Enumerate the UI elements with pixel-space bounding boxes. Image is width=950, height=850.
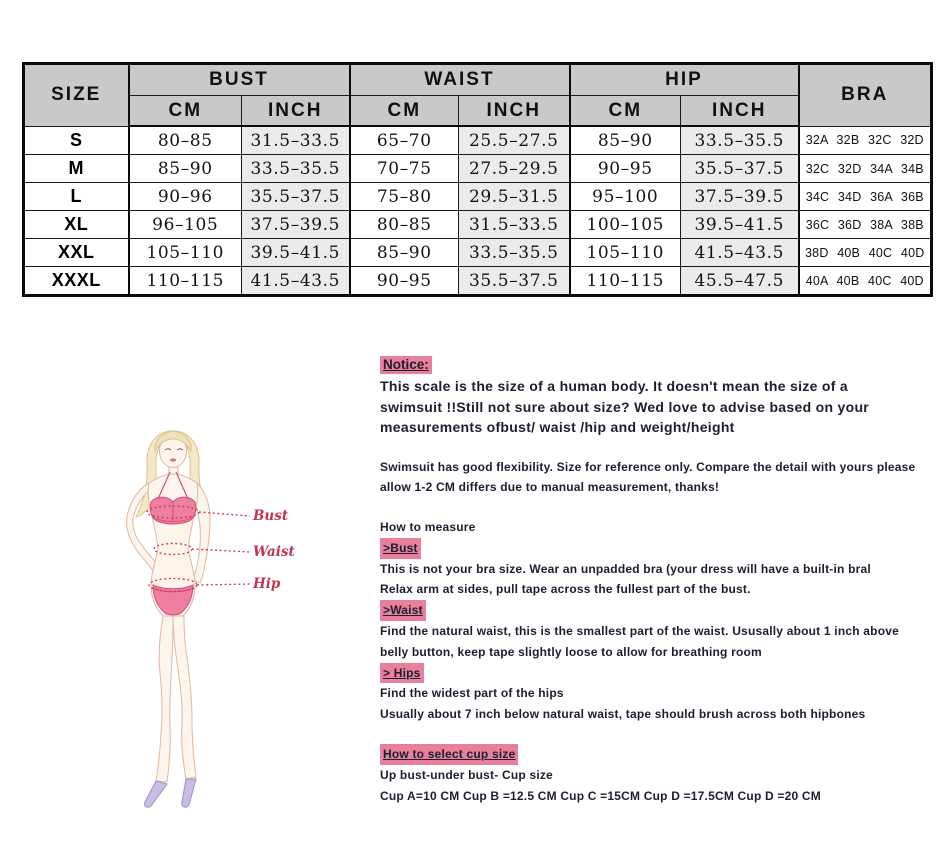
- flexibility-paragraph: [380, 457, 940, 499]
- table-row: [24, 155, 932, 183]
- cell-hip-cm: 100–105: [570, 211, 681, 239]
- measurement-figure: [100, 425, 350, 820]
- cell-waist-inch: 25.5–27.5: [459, 126, 570, 155]
- waist-instruction: Find the natural waist, this is the smallest part of the waist. Ususally about 1 inch above: [380, 624, 899, 639]
- cell-hip-inch: 41.5–43.5: [681, 239, 799, 267]
- cell-bra: 32C 32D 34A 34B: [799, 155, 932, 183]
- cell-hip-cm: 110–115: [570, 267, 681, 296]
- shoes: [144, 779, 196, 807]
- header-hip-inch: INCH: [681, 96, 799, 127]
- cell-hip-inch: 33.5–35.5: [681, 126, 799, 155]
- cell-hip-cm: 85–90: [570, 126, 681, 155]
- cell-bust-cm: 85–90: [129, 155, 242, 183]
- cell-hip-inch: 37.5–39.5: [681, 183, 799, 211]
- cell-hip-cm: 105–110: [570, 239, 681, 267]
- cell-waist-cm: 80–85: [350, 211, 459, 239]
- bust-heading: >Bust: [380, 538, 421, 559]
- notice-line: measurements ofbust/ waist /hip and weight/height: [380, 419, 735, 435]
- cup-size-line: Cup A=10 CM Cup B =12.5 CM Cup C =15CM Cup D =17.5CM Cup D =20 CM: [380, 788, 821, 803]
- table-row: [24, 211, 932, 239]
- notice-line: This scale is the size of a human body. It doesn't mean the size of a: [380, 378, 848, 394]
- flexibility-line: Swimsuit has good flexibility. Size for reference only. Compare the detail with yours please: [380, 459, 916, 474]
- cell-hip-inch: 35.5–37.5: [681, 155, 799, 183]
- cell-bust-cm: 105–110: [129, 239, 242, 267]
- cell-bra: 36C 36D 38A 38B: [799, 211, 932, 239]
- waist-instruction: belly button, keep tape slightly loose to allow for breathing room: [380, 644, 762, 659]
- sizing-info: [380, 356, 940, 806]
- header-waist-inch: INCH: [459, 96, 570, 127]
- cell-waist-inch: 35.5–37.5: [459, 267, 570, 296]
- notice-line: swimsuit !!Still not sure about size? Wed love to advise based on your: [380, 398, 870, 415]
- cell-size: XXL: [24, 239, 129, 267]
- legs: [156, 616, 196, 782]
- cell-bra: 32A 32B 32C 32D: [799, 126, 932, 155]
- lips: [170, 458, 176, 461]
- waist-callout-label: Waist: [253, 544, 295, 560]
- table-row: [24, 239, 932, 267]
- cell-bra: 38D 40B 40C 40D: [799, 239, 932, 267]
- header-waist-cm: CM: [350, 96, 459, 127]
- bust-instruction: Relax arm at sides, pull tape across the fullest part of the bust.: [380, 582, 751, 597]
- cell-waist-cm: 90–95: [350, 267, 459, 296]
- cell-bust-cm: 96–105: [129, 211, 242, 239]
- cell-size: L: [24, 183, 129, 211]
- cell-size: XXXL: [24, 267, 129, 296]
- cell-hip-inch: 45.5–47.5: [681, 267, 799, 296]
- cell-size: XL: [24, 211, 129, 239]
- cell-hip-cm: 90–95: [570, 155, 681, 183]
- notice-heading: Notice:: [380, 356, 432, 374]
- cell-size: M: [24, 155, 129, 183]
- cell-bust-cm: 110–115: [129, 267, 242, 296]
- how-to-measure-heading: How to measure: [380, 520, 476, 535]
- header-bust-inch: INCH: [242, 96, 350, 127]
- cell-bust-inch: 37.5–39.5: [242, 211, 350, 239]
- hips-heading: > Hips: [380, 663, 424, 684]
- table-row: [24, 126, 932, 155]
- cell-waist-cm: 75–80: [350, 183, 459, 211]
- cell-bust-inch: 39.5–41.5: [242, 239, 350, 267]
- cell-waist-cm: 65–70: [350, 126, 459, 155]
- woman-sketch: [100, 425, 350, 820]
- cell-bust-cm: 90–96: [129, 183, 242, 211]
- header-size: SIZE: [24, 64, 129, 127]
- cell-bra: 34C 34D 36A 36B: [799, 183, 932, 211]
- cell-waist-inch: 33.5–35.5: [459, 239, 570, 267]
- cell-bust-inch: 33.5–35.5: [242, 155, 350, 183]
- cell-size: S: [24, 126, 129, 155]
- cell-hip-cm: 95–100: [570, 183, 681, 211]
- waist-heading: >Waist: [380, 600, 426, 621]
- cell-hip-inch: 39.5–41.5: [681, 211, 799, 239]
- header-bra: BRA: [799, 64, 932, 127]
- size-chart-table: [22, 62, 933, 297]
- cell-waist-inch: 27.5–29.5: [459, 155, 570, 183]
- bust-instruction: This is not your bra size. Wear an unpadded bra (your dress will have a built-in bral: [380, 561, 871, 576]
- cup-size-heading: How to select cup size: [380, 744, 518, 765]
- header-waist: WAIST: [350, 64, 570, 96]
- header-hip: HIP: [570, 64, 799, 96]
- cell-waist-inch: 29.5–31.5: [459, 183, 570, 211]
- cell-waist-cm: 85–90: [350, 239, 459, 267]
- cell-waist-inch: 31.5–33.5: [459, 211, 570, 239]
- notice-paragraph: [380, 376, 940, 438]
- hips-instruction: Find the widest part of the hips: [380, 686, 564, 701]
- hips-instruction: Usually about 7 inch below natural waist, tape should brush across both hipbones: [380, 707, 866, 722]
- table-row: [24, 183, 932, 211]
- bust-callout-label: Bust: [253, 508, 289, 524]
- cell-bust-inch: 35.5–37.5: [242, 183, 350, 211]
- header-hip-cm: CM: [570, 96, 681, 127]
- cell-bra: 40A 40B 40C 40D: [799, 267, 932, 296]
- header-bust-cm: CM: [129, 96, 242, 127]
- cell-bust-cm: 80–85: [129, 126, 242, 155]
- header-bust: BUST: [129, 64, 350, 96]
- table-row: [24, 267, 932, 296]
- cell-waist-cm: 70–75: [350, 155, 459, 183]
- hip-callout-label: Hip: [253, 576, 281, 592]
- cell-bust-inch: 41.5–43.5: [242, 267, 350, 296]
- cup-size-line: Up bust-under bust- Cup size: [380, 767, 553, 782]
- cell-bust-inch: 31.5–33.5: [242, 126, 350, 155]
- flexibility-line: allow 1-2 CM differs due to manual measurement, thanks!: [380, 480, 720, 495]
